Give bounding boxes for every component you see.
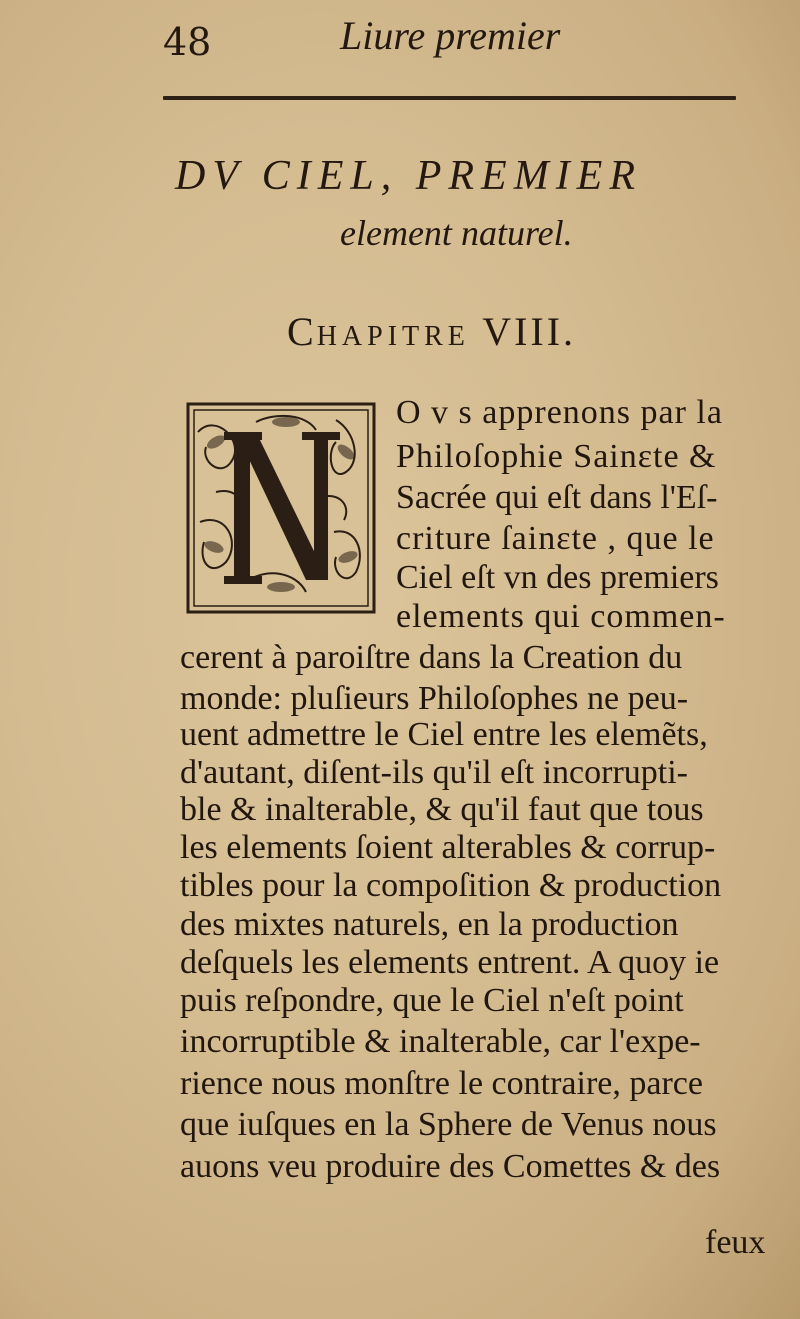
text-line: cerent à paroiſtre dans la Creation du [180, 639, 683, 676]
text-line: Ciel eſt vn des premiers [396, 559, 719, 596]
text-line: d'autant, diſent-ils qu'il eſt incorrupti- [180, 754, 688, 791]
text-line: rience nous monſtre le contraire, parce [180, 1065, 703, 1102]
ornamental-initial-n-icon [186, 402, 376, 614]
chapter-prefix: C [287, 309, 317, 354]
text-line: ble & inalterable, & qu'il faut que tous [180, 791, 704, 828]
text-line: des mixtes naturels, en la production [180, 906, 679, 943]
text-line: Philoſophie Sainɛte & [396, 438, 717, 475]
catchword: feux [705, 1224, 766, 1261]
text-line: que iuſques en la Sphere de Venus nous [180, 1106, 717, 1143]
text-line: Sacrée qui eſt dans l'Eſ- [396, 479, 718, 516]
running-title: Liure premier [340, 13, 561, 58]
text-line: uent admettre le Ciel entre les elemẽts, [180, 716, 708, 753]
text-line: criture ſainɛte , que le [396, 520, 715, 557]
section-subtitle: element naturel. [340, 213, 573, 253]
section-title: DV CIEL, PREMIER [175, 153, 642, 199]
text-line: auons veu produire des Comettes & des [180, 1148, 721, 1185]
text-line: les elements ſoient alterables & corrup- [180, 829, 716, 866]
text-line: tibles pour la compoſition & production [180, 867, 722, 904]
chapter-number: VIII. [482, 309, 577, 354]
chapter-heading [287, 308, 576, 355]
text-line: deſquels les elements entrent. A quoy ie [180, 944, 720, 981]
text-line: puis reſpondre, que le Ciel n'eſt point [180, 982, 684, 1019]
text-line: monde: pluſieurs Philoſophes ne peu- [180, 680, 689, 717]
page-number: 48 [163, 20, 212, 64]
text-line: O v s apprenons par la [396, 394, 723, 431]
chapter-word: HAPITRE [316, 321, 470, 352]
header-rule [163, 96, 736, 100]
text-line: incorruptible & inalterable, car l'expe- [180, 1023, 701, 1060]
running-head [0, 8, 800, 68]
text-line: elements qui commen- [396, 598, 726, 635]
